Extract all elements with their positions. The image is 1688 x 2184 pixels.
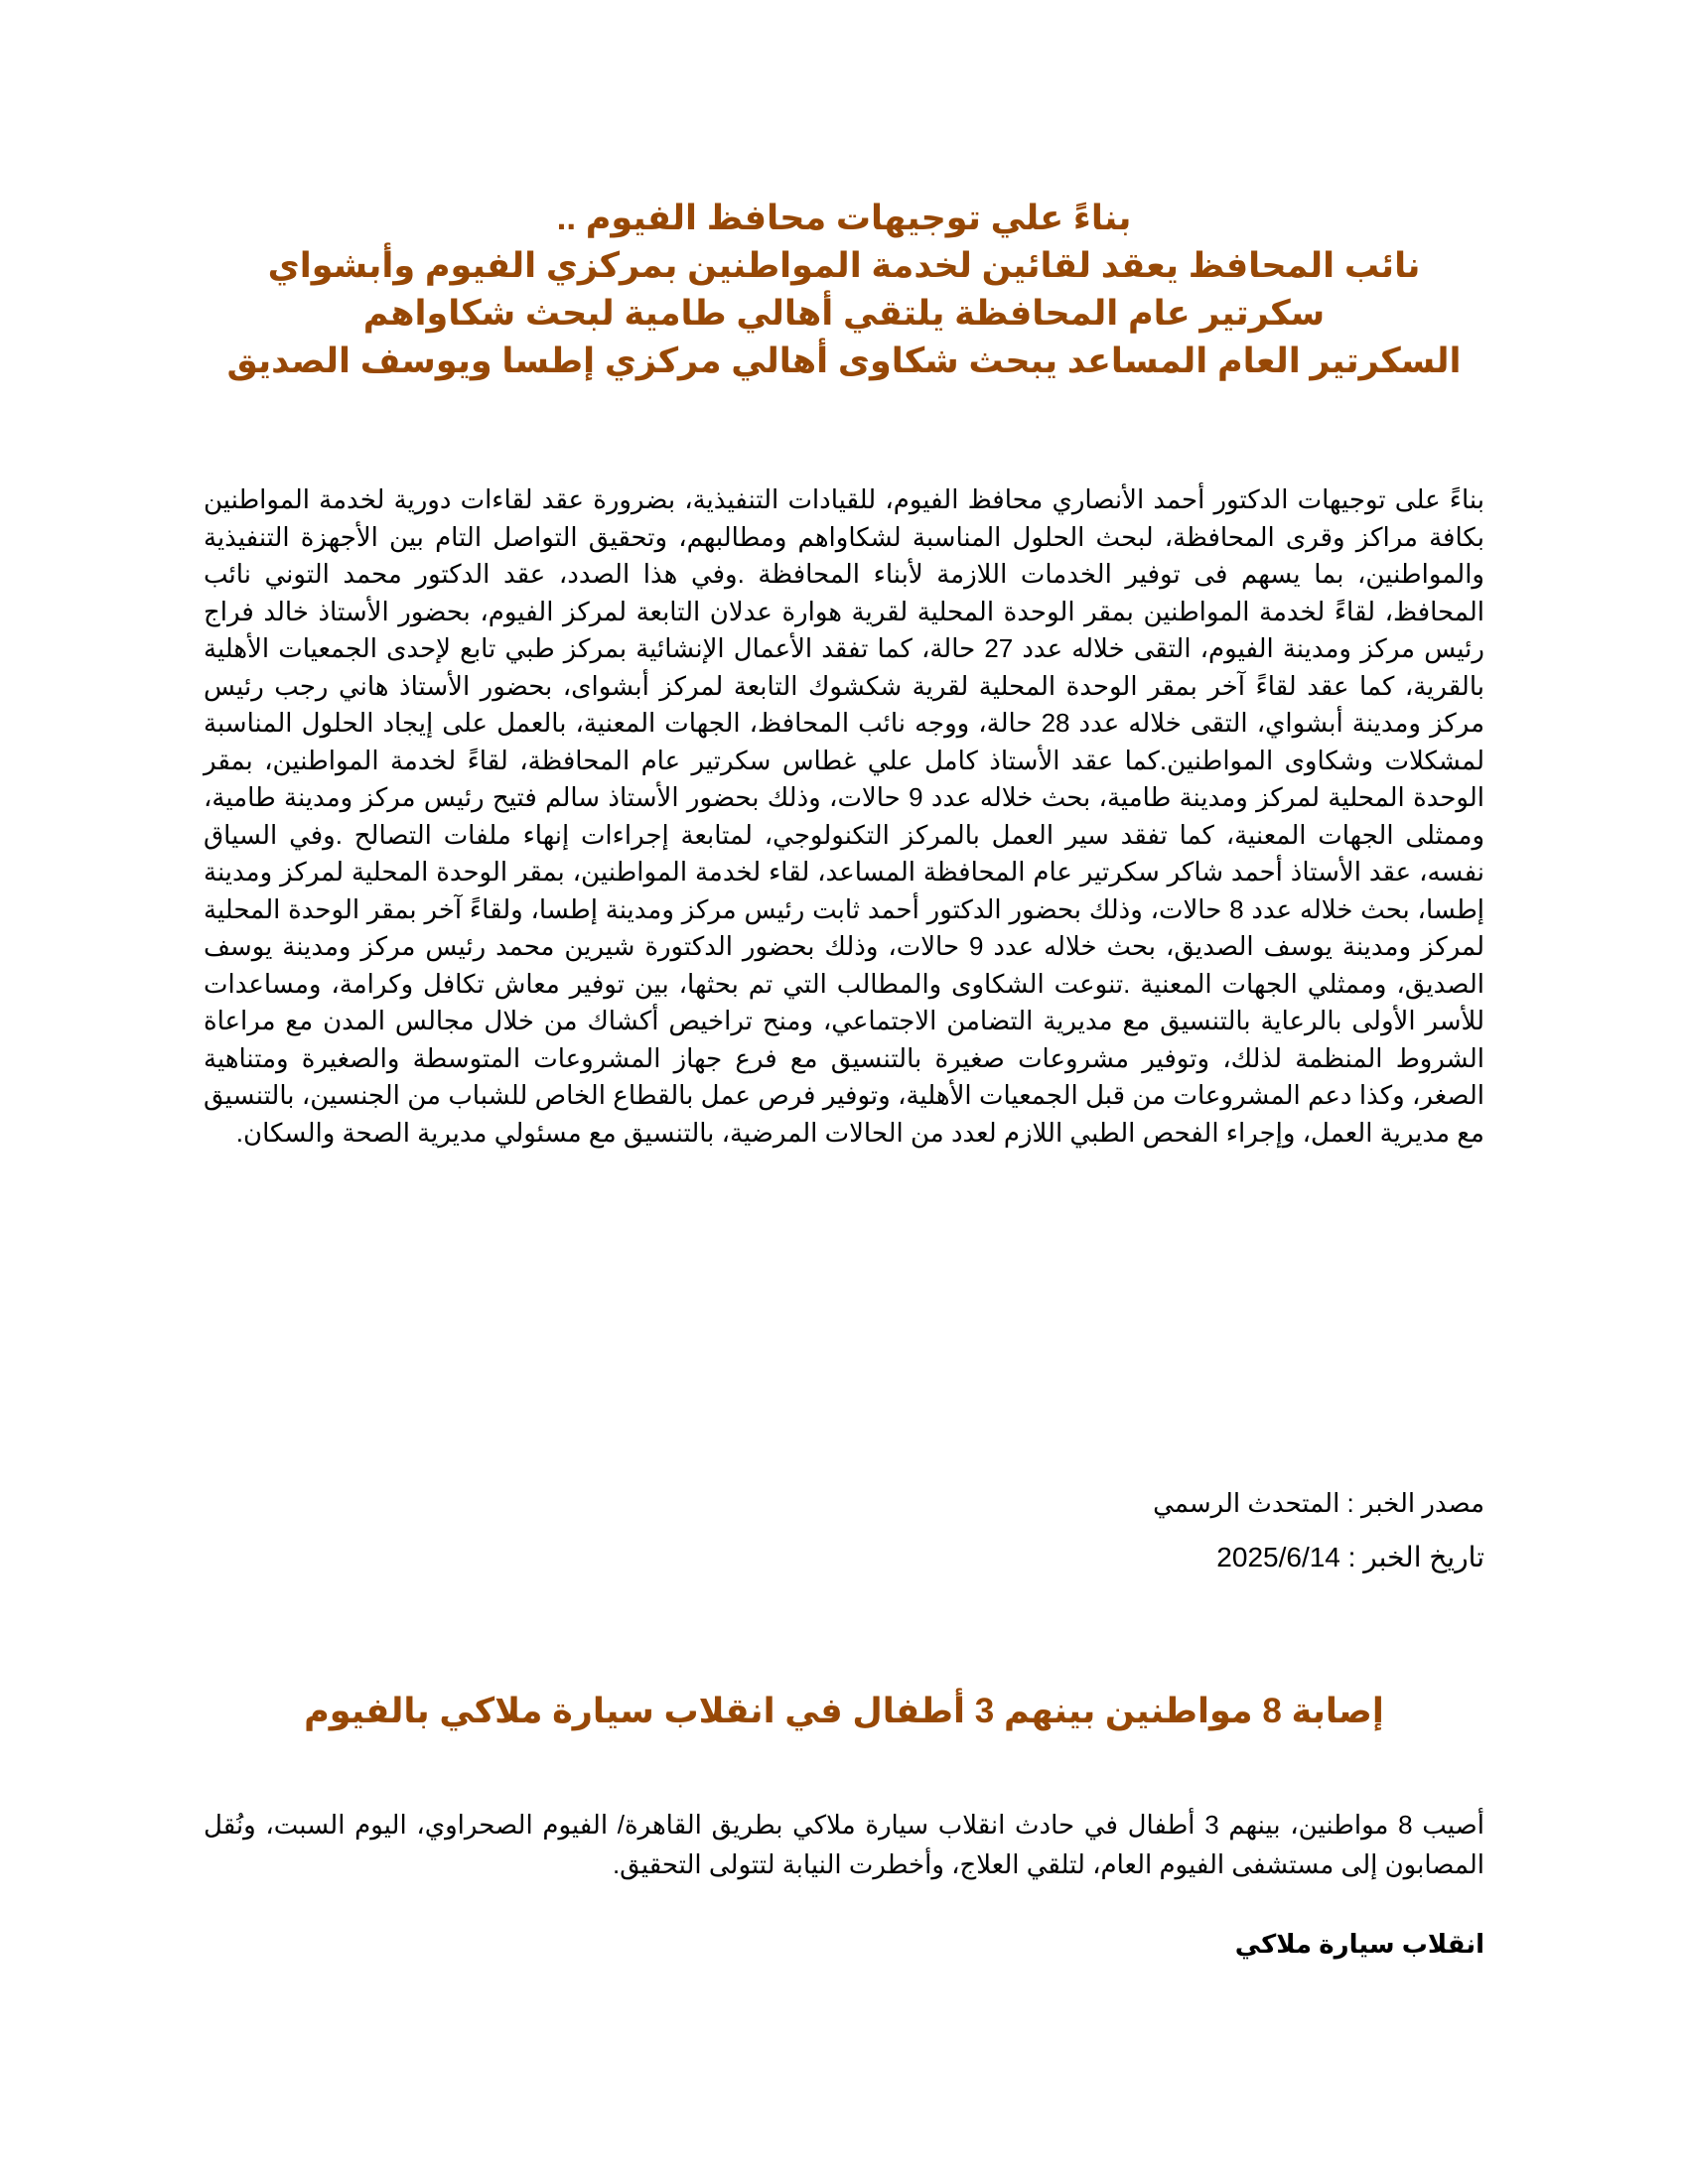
second-article-body: أصيب 8 مواطنين، بينهم 3 أطفال في حادث انقلاب سيارة ملاكي بطريق القاهرة/ الفيوم الصحراوي، اليوم السبت، ونُقل المصابون إلى مستشفى الفيوم العام، لتلقي العلاج، وأخطرت النيابة لتتولى التحقيق. — [204, 1810, 1484, 1879]
second-article-headline: إصابة 8 مواطنين بينهم 3 أطفال في انقلاب سيارة ملاكي بالفيوم — [304, 1692, 1384, 1730]
news-date-label: تاريخ الخبر : — [1339, 1542, 1484, 1572]
news-source: مصدر الخبر : المتحدث الرسمي — [1153, 1488, 1484, 1518]
headline-line-4: السكرتير العام المساعد يبحث شكاوى أهالي مركزي إطسا ويوسف الصديق — [226, 341, 1462, 380]
headline-line-3: سكرتير عام المحافظة يلتقي أهالي طامية لبحث شكاواهم — [362, 294, 1326, 333]
second-article-subheading: انقلاب سيارة ملاكي — [1234, 1929, 1484, 1959]
headline-line-1: بناءً علي توجيهات محافظ الفيوم .. — [556, 199, 1132, 237]
news-date — [204, 1539, 1484, 1575]
article-headline-block — [204, 195, 1484, 385]
headline-line-2: نائب المحافظ يعقد لقائين لخدمة المواطنين بمركزي الفيوم وأبشواي — [267, 246, 1421, 285]
article-body: بناءً على توجيهات الدكتور أحمد الأنصاري محافظ الفيوم، للقيادات التنفيذية، بضرورة عقد لقاءات دورية لخدمة المواطنين بكافة مراكز وقرى المحافظة، لبحث الحلول المناسبة لشكاواهم ومطالبهم، وتحقيق التواصل التام بين الأجهزة التنفيذية والمواطنين، بما يسهم فى توفير الخدمات اللازمة لأبناء المحافظة .وفي هذا الصدد، عقد الدكتور محمد التوني نائب المحافظ، لقاءً لخدمة المواطنين بمقر الوحدة المحلية لقرية هوارة عدلان التابعة لمركز الفيوم، بحضور الأستاذ خالد فراج رئيس مركز ومدينة الفيوم، التقى خلاله عدد 27 حالة، كما تفقد الأعمال الإنشائية بمركز طبي تابع لإحدى الجمعيات الأهلية بالقرية، كما عقد لقاءً آخر بمقر الوحدة المحلية لقرية شكشوك التابعة لمركز أبشواى، بحضور الأستاذ هاني رجب رئيس مركز ومدينة أبشواي، التقى خلاله عدد 28 حالة، ووجه نائب المحافظ، الجهات المعنية، بالعمل على إيجاد الحلول المناسبة لمشكلات وشكاوى المواطنين.كما عقد الأستاذ كامل علي غطاس سكرتير عام المحافظة، لقاءً لخدمة المواطنين، بمقر الوحدة المحلية لمركز ومدينة طامية، بحث خلاله عدد 9 حالات، وذلك بحضور الأستاذ سالم فتيح رئيس مركز ومدينة طامية، وممثلى الجهات المعنية، كما تفقد سير العمل بالمركز التكنولوجي، لمتابعة إجراءات إنهاء ملفات التصالح .وفي السياق نفسه، عقد الأستاذ أحمد شاكر سكرتير عام المحافظة المساعد، لقاء لخدمة المواطنين، بمقر الوحدة المحلية لمركز ومدينة إطسا، بحث خلاله عدد 8 حالات، وذلك بحضور الدكتور أحمد ثابت رئيس مركز ومدينة إطسا، ولقاءً آخر بمقر الوحدة المحلية لمركز ومدينة يوسف الصديق، بحث خلاله عدد 9 حالات، وذلك بحضور الدكتورة شيرين محمد رئيس مركز ومدينة يوسف الصديق، وممثلي الجهات المعنية .تنوعت الشكاوى والمطالب التي تم بحثها، بين توفير معاش تكافل وكرامة، ومساعدات للأسر الأولى بالرعاية بالتنسيق مع مديرية التضامن الاجتماعي، ومنح تراخيص أكشاك من خلال مجالس المدن مع مراعاة الشروط المنظمة لذلك، وتوفير مشروعات صغيرة بالتنسيق مع فرع جهاز المشروعات المتوسطة والصغيرة ومتناهية الصغر، وكذا دعم المشروعات من قبل الجمعيات الأهلية، وتوفير فرص عمل بالقطاع الخاص للشباب من الجنسين، بالتنسيق مع مديرية العمل، وإجراء الفحص الطبي اللازم لعدد من الحالات المرضية، بالتنسيق مع مسئولي مديرية الصحة والسكان. — [204, 484, 1485, 1148]
news-date-value: 2025/6/14 — [1216, 1542, 1340, 1572]
